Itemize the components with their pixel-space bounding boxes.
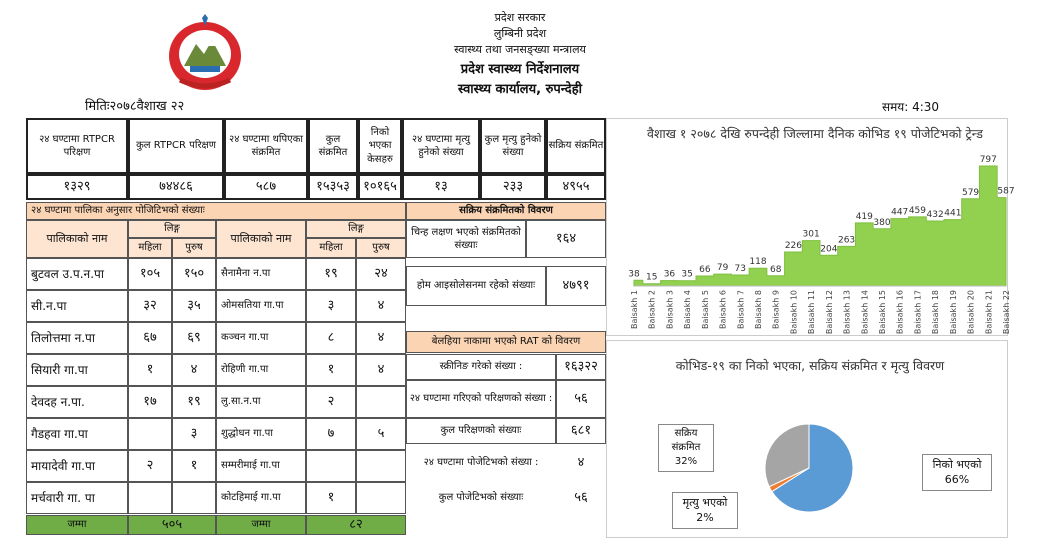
data-label: 15 bbox=[645, 272, 658, 283]
palika-female bbox=[128, 418, 172, 450]
header-office: स्वास्थ्य कार्यालय, रुपन्देही bbox=[458, 82, 582, 97]
x-tick-label: Baisakh 8 bbox=[754, 290, 763, 330]
nepal-emblem-icon bbox=[160, 14, 250, 94]
summary-value: ५८७ bbox=[224, 174, 308, 200]
data-label: 36 bbox=[663, 269, 676, 280]
palika-female: १०५ bbox=[128, 258, 172, 290]
total-test-label: कुल परिक्षणको संख्याः bbox=[406, 418, 556, 444]
pos24-label: २४ घण्टामा पोजेटिभको संख्या : bbox=[423, 457, 539, 469]
palika-name: तिलोत्तमा न.पा bbox=[26, 322, 128, 354]
header-province: लुम्बिनी प्रदेश bbox=[493, 27, 547, 40]
palika-name: बुटवल उ.प.न.पा bbox=[26, 258, 128, 290]
palika-female: २ bbox=[306, 386, 356, 418]
palika-name: ओमसतिया गा.पा bbox=[216, 290, 306, 322]
palika-male bbox=[172, 482, 216, 514]
x-tick-label: Baisakh 4 bbox=[683, 290, 693, 330]
palika-male: ४ bbox=[356, 290, 406, 322]
trend-chart bbox=[606, 118, 1015, 338]
palika-male bbox=[356, 386, 406, 418]
tested24-value: ५६ bbox=[556, 380, 606, 418]
data-label: 432 bbox=[926, 209, 944, 220]
x-tick-label: Baisakh 9 bbox=[771, 290, 781, 330]
palika-male: १५० bbox=[172, 258, 216, 290]
palika-female: १ bbox=[306, 354, 356, 386]
data-label: 579 bbox=[961, 187, 980, 198]
palika-female bbox=[306, 450, 356, 482]
palika-female: ३ bbox=[306, 290, 356, 322]
pie-chart-title: कोभिड-१९ का निको भएका, सक्रिय संक्रमित र मृत्यु विवरण bbox=[675, 358, 945, 373]
data-label: 459 bbox=[908, 205, 927, 216]
palika-section-title: २४ घण्टामा पालिका अनुसार पोजिटिभको संख्याः bbox=[26, 202, 406, 220]
pie-callout-death bbox=[672, 492, 738, 529]
x-tick-label: Baisakh 16 bbox=[895, 290, 905, 335]
palika-male: ४ bbox=[356, 322, 406, 354]
palika-female bbox=[128, 482, 172, 514]
symptom-label: चिन्ह लक्षण भएको संक्रमितको संख्याः bbox=[406, 220, 526, 258]
palika-male: ५ bbox=[356, 418, 406, 450]
pie-callout-active bbox=[658, 424, 714, 472]
col-palika-name: पालिकाको नाम bbox=[26, 220, 128, 258]
x-tick-label: Baisakh 19 bbox=[948, 290, 958, 335]
pie-value-active: 32% bbox=[674, 456, 698, 467]
data-label: 226 bbox=[784, 240, 803, 251]
palika-name: शुद्धोधन गा.पा bbox=[216, 418, 306, 450]
palika-female: ८ bbox=[306, 322, 356, 354]
palika-name: सियारी गा.पा bbox=[26, 354, 128, 386]
col-female: महिला bbox=[306, 238, 356, 258]
summary-header: २४ घण्टामा RTPCR परिक्षण bbox=[26, 118, 128, 174]
col-palika-name: पालिकाको नाम bbox=[216, 220, 306, 258]
x-tick-label: Baisakh 17 bbox=[913, 290, 923, 335]
data-label: 441 bbox=[944, 208, 962, 219]
x-tick-label: Baisakh 14 bbox=[860, 290, 870, 335]
summary-value: ७४४८६ bbox=[128, 174, 224, 200]
x-tick-label: Baisakh 6 bbox=[718, 290, 728, 330]
summary-header: कुल RTPCR परिक्षण bbox=[128, 118, 224, 174]
palika-female: ३२ bbox=[128, 290, 172, 322]
palika-male bbox=[356, 482, 406, 514]
pie-value-death: 2% bbox=[696, 511, 714, 525]
summary-value: १३ bbox=[402, 174, 480, 200]
col-male: पुरुष bbox=[172, 238, 216, 258]
x-tick-label: Baisakh 15 bbox=[878, 290, 887, 335]
palika-female: १९ bbox=[306, 258, 356, 290]
palika-name: कोटहिमाई गा.पा bbox=[216, 482, 306, 514]
data-label: 587 bbox=[997, 186, 1015, 197]
palika-male bbox=[356, 450, 406, 482]
palika-name: रोहिणी गा.पा bbox=[216, 354, 306, 386]
pos24-value: ४ bbox=[577, 455, 585, 471]
data-label: 118 bbox=[749, 257, 767, 268]
summary-header: निको भएका केसहरु bbox=[358, 118, 402, 174]
col-male: पुरुष bbox=[356, 238, 406, 258]
symptom-value: १६४ bbox=[526, 220, 606, 258]
pie-value-recovered: 66% bbox=[944, 473, 970, 487]
palika-name: कञ्चन गा.पा bbox=[216, 322, 306, 354]
summary-header: २४ घण्टामा मृत्यु हुनेको संख्या bbox=[402, 118, 480, 174]
palika-male: १९ bbox=[172, 386, 216, 418]
x-tick-label: Baisakh 2 bbox=[647, 290, 657, 330]
palika-name: गैडहवा गा.पा bbox=[26, 418, 128, 450]
data-label: 35 bbox=[681, 269, 693, 280]
palika-male: ४ bbox=[356, 354, 406, 386]
palika-name: मायादेवी गा.पा bbox=[26, 450, 128, 482]
palika-name: सी.न.पा bbox=[26, 290, 128, 322]
palika-female: १७ bbox=[128, 386, 172, 418]
palika-male: ३५ bbox=[172, 290, 216, 322]
total-test-value: ६८१ bbox=[556, 418, 606, 444]
palika-male: २४ bbox=[356, 258, 406, 290]
x-tick-label: Baisakh 18 bbox=[931, 290, 941, 335]
screening-label: स्क्रीनिङ गरेको संख्या : bbox=[406, 354, 556, 380]
pie-callout-recovered bbox=[922, 454, 992, 491]
summary-header: कुल संक्रमित bbox=[308, 118, 358, 174]
col-gender: लिङ्ग bbox=[306, 220, 406, 238]
total-right-value: ८२ bbox=[306, 515, 406, 535]
palika-name: मर्चवारी गा. पा bbox=[26, 482, 128, 514]
summary-value: २३३ bbox=[480, 174, 546, 200]
total-label: जम्मा bbox=[216, 515, 306, 535]
data-label: 380 bbox=[873, 217, 891, 228]
summary-value: १०१६५ bbox=[358, 174, 402, 200]
palika-name: सम्मरीमाई गा.पा bbox=[216, 450, 306, 482]
data-label: 301 bbox=[802, 229, 820, 240]
active-section-title: सक्रिय संक्रमितको विवरण bbox=[406, 202, 606, 220]
data-label: 66 bbox=[699, 265, 711, 276]
x-tick-label: Baisakh 11 bbox=[807, 290, 817, 335]
data-label: 79 bbox=[716, 263, 729, 274]
pie-label-recovered: निको भएको bbox=[932, 458, 982, 471]
summary-value: १३२९ bbox=[26, 174, 128, 200]
palika-male: १ bbox=[172, 450, 216, 482]
palika-name: देवदह न.पा. bbox=[26, 386, 128, 418]
screening-value: १६३२२ bbox=[556, 354, 606, 380]
x-tick-label: Baisakh 10 bbox=[789, 290, 799, 335]
x-tick-label: Baisakh 12 bbox=[824, 290, 834, 335]
header-government: प्रदेश सरकार bbox=[494, 11, 546, 24]
palika-female: ७ bbox=[306, 418, 356, 450]
palika-male: ६९ bbox=[172, 322, 216, 354]
x-tick-label: Baisakh 5 bbox=[700, 290, 710, 330]
total-label: जम्मा bbox=[26, 515, 128, 535]
tested24-label: २४ घण्टामा गरिएको परिक्षणको संख्या : bbox=[406, 380, 556, 418]
report-time: समय: 4:30 bbox=[882, 100, 940, 114]
trend-area bbox=[634, 166, 1006, 286]
x-tick-label: Baisakh 1 bbox=[630, 290, 639, 330]
summary-header: २४ घण्टामा थपिएका संक्रमित bbox=[224, 118, 308, 174]
x-tick-label: Baisakh 3 bbox=[665, 290, 675, 330]
col-gender: लिङ्ग bbox=[128, 220, 216, 238]
data-label: 73 bbox=[734, 264, 747, 275]
x-tick-label: Baisakh 13 bbox=[842, 290, 852, 335]
summary-header: सक्रिय संक्रमित bbox=[546, 118, 606, 174]
pie-label-death: मृत्यु भएको bbox=[682, 496, 728, 509]
palika-female: १ bbox=[128, 354, 172, 386]
total-left-value: ५०५ bbox=[128, 515, 216, 535]
trend-chart-title: वैशाख १ २०७८ देखि रुपन्देही जिल्लामा दैनिक कोभिड १९ पोजेटिभको ट्रेन्ड bbox=[647, 126, 983, 141]
header-directorate: प्रदेश स्वास्थ्य निर्देशनालय bbox=[460, 62, 580, 77]
palika-name: सैनामैना न.पा bbox=[216, 258, 306, 290]
total-pos-value: ५६ bbox=[574, 490, 588, 506]
data-label: 38 bbox=[628, 269, 640, 280]
palika-name: लु.सा.न.पा bbox=[216, 386, 306, 418]
data-label: 419 bbox=[855, 211, 873, 222]
x-tick-label: Baisakh 22 bbox=[1002, 290, 1011, 335]
pie-label-active: सक्रिय संक्रमित bbox=[671, 428, 701, 453]
palika-female: ६७ bbox=[128, 322, 172, 354]
palika-female: १ bbox=[306, 482, 356, 514]
header-ministry: स्वास्थ्य तथा जनसङ्ख्या मन्त्रालय bbox=[454, 43, 586, 56]
home-isolation-value: ४७९१ bbox=[546, 266, 606, 306]
summary-value: १५३५३ bbox=[308, 174, 358, 200]
summary-header: कुल मृत्यु हुनेको संख्या bbox=[480, 118, 546, 174]
x-tick-label: Baisakh 20 bbox=[966, 290, 976, 335]
data-label: 68 bbox=[769, 264, 782, 275]
x-tick-label: Baisakh 7 bbox=[736, 290, 746, 330]
data-label: 204 bbox=[820, 244, 838, 255]
data-label: 797 bbox=[979, 154, 997, 165]
palika-male: ३ bbox=[172, 418, 216, 450]
total-pos-label: कुल पोजेटिभको संख्याः bbox=[438, 492, 524, 504]
x-tick-label: Baisakh 21 bbox=[984, 290, 994, 335]
palika-female: २ bbox=[128, 450, 172, 482]
home-isolation-label: होम आइसोलेसनमा रहेको संख्याः bbox=[406, 266, 546, 306]
palika-male: ४ bbox=[172, 354, 216, 386]
summary-value: ४९५५ bbox=[546, 174, 606, 200]
report-date: मितिः२०७८वैशाख २२ bbox=[85, 99, 185, 114]
data-label: 263 bbox=[837, 235, 856, 246]
rat-section-title: बेलहिया नाकामा भएको RAT को विवरण bbox=[406, 331, 606, 353]
data-label: 447 bbox=[891, 207, 909, 218]
col-female: महिला bbox=[128, 238, 172, 258]
